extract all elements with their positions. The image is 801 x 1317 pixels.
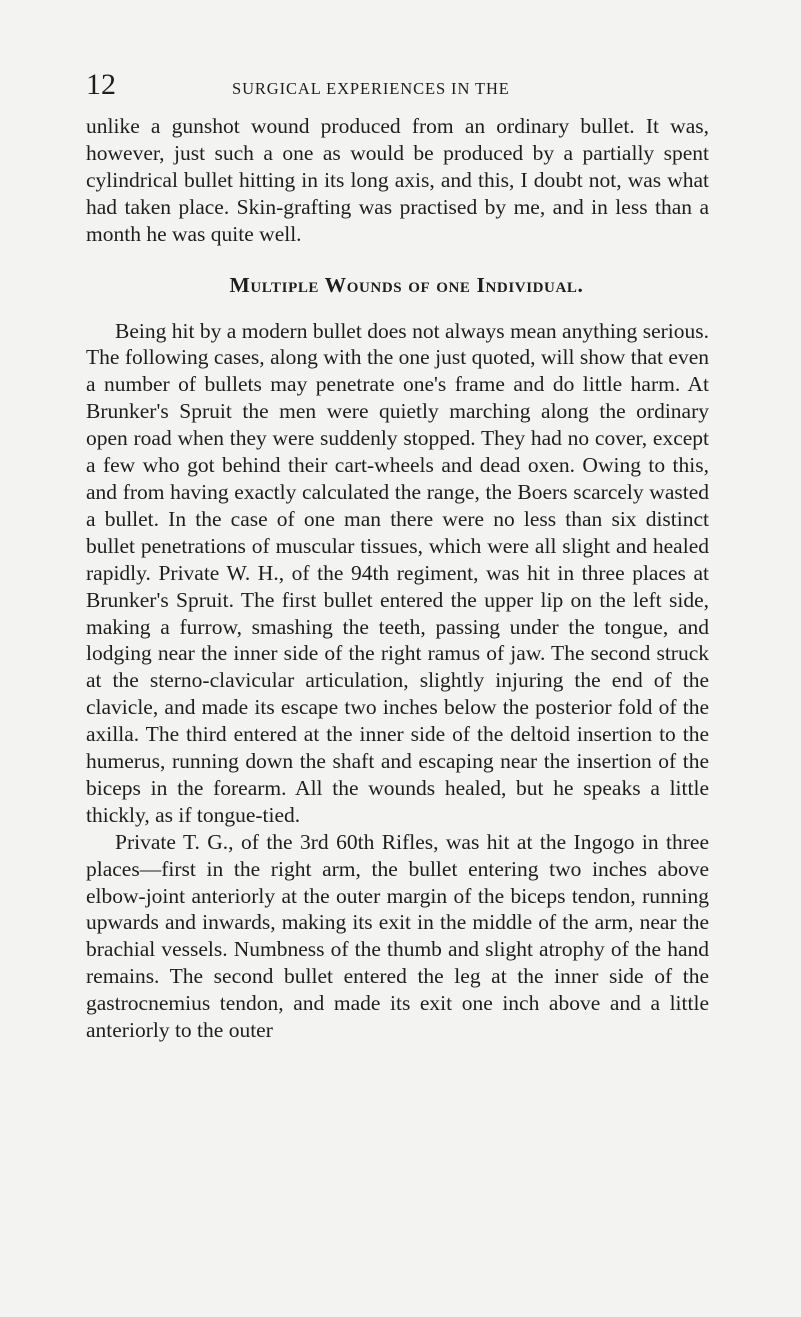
running-head [0,70,801,100]
body-text [86,113,709,1044]
paragraph-continued: unlike a gunshot wound produced from an ordinary bullet. It was, however, just such a one as would be produced by a partially spent cylindrical bullet hitting in its long axis, and this, I doubt not, was what had taken place. Skin-grafting was practised by me, and in less than a month he was quite well. [86,114,709,246]
paragraph-being-hit: Being hit by a modern bullet does not always mean anything serious. The following cases, along with the one just quoted, will show that even a number of bullets may penetrate one's frame and do little harm. At Brunker's Spruit the men were quietly marching along the ordinary open road when they were suddenly stopped. They had no cover, except a few who got behind their cart-wheels and dead oxen. Owing to this, and from having exactly calculated the range, the Boers scarcely wasted a bullet. In the case of one man there were no less than six distinct bullet penetrations of muscular tissues, which were all slight and healed rapidly. Private W. H., of the 94th regiment, was hit in three places at Brunker's Spruit. The first bullet entered the upper lip on the left side, making a furrow, smashing the teeth, passing under the tongue, and lodging near the inner side of the right ramus of jaw. The second struck at the sterno-clavicular articulation, slightly injuring the end of the clavicle, and made its escape two inches below the posterior fold of the axilla. The third entered at the inner side of the deltoid insertion to the humerus, running down the shaft and escaping near the insertion of the biceps in the forearm. All the wounds healed, but he speaks a little thickly, as if tongue-tied. [86,318,709,827]
running-title: SURGICAL EXPERIENCES IN THE [232,79,510,98]
page-number: 12 [86,68,116,101]
section-heading: Multiple Wounds of one Individual. [229,272,584,297]
paragraph-private-tg: Private T. G., of the 3rd 60th Rifles, was hit at the Ingogo in three places—first in the right arm, the bullet entering two inches above elbow-joint anteriorly at the outer margin of the biceps tendon, running upwards and inwards, making its exit in the middle of the arm, near the brachial vessels. Numbness of the thumb and slight atrophy of the hand remains. The second bullet entered the leg at the inner side of the gastrocnemius tendon, and made its exit one inch above and a little anteriorly to the outer [86,829,709,1043]
